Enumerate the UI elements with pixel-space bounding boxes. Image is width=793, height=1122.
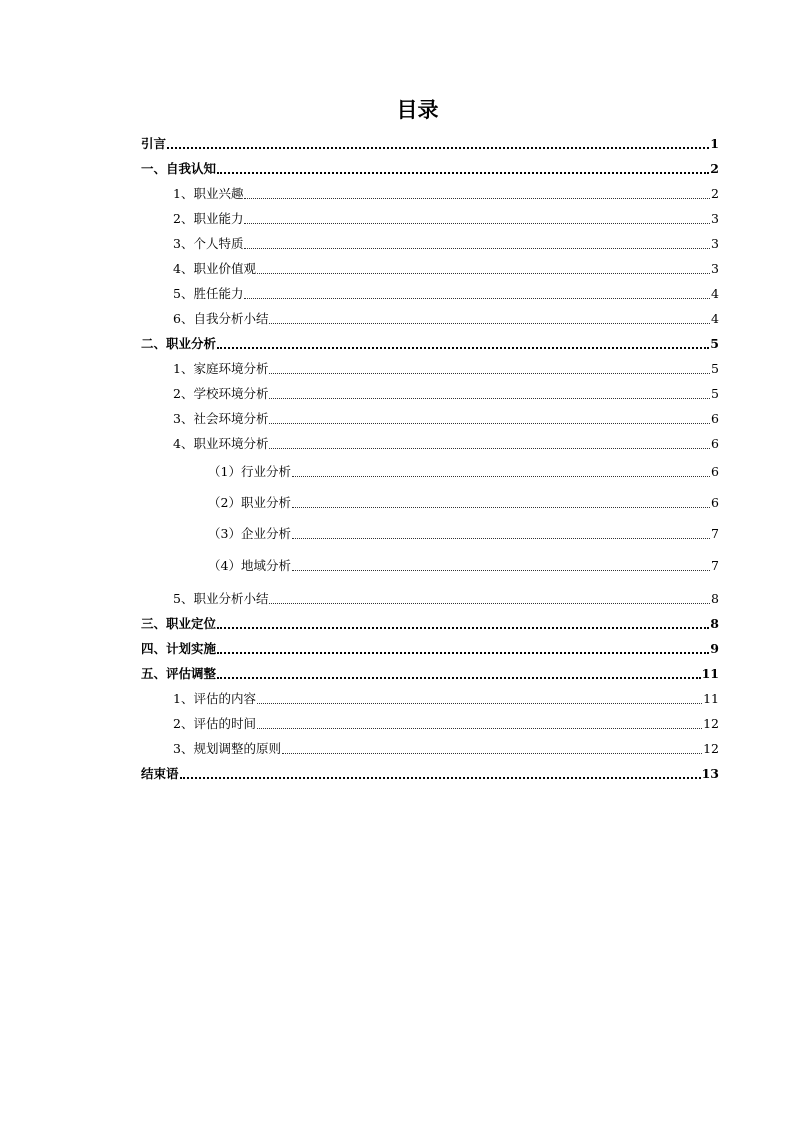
toc-entry[interactable]: [141, 662, 719, 682]
toc-entry-label: 2、学校环境分析: [173, 386, 269, 401]
toc-entry[interactable]: [141, 332, 719, 352]
dot-leader: [244, 298, 710, 299]
toc-entry-label: 四、计划实施: [141, 641, 217, 656]
toc-entry-label: 三、职业定位: [141, 616, 217, 631]
dot-leader: [217, 627, 709, 629]
toc-entry-page-number: 2: [710, 161, 719, 176]
toc-entry-label: 2、评估的时间: [173, 716, 256, 731]
toc-entry-label: （3）企业分析: [208, 526, 291, 541]
toc-entry-label: 一、自我认知: [141, 161, 217, 176]
dot-leader: [257, 728, 702, 729]
dot-leader: [269, 373, 710, 374]
toc-entry[interactable]: [173, 432, 719, 452]
toc-entry-label: 3、规划调整的原则: [173, 741, 281, 756]
toc-entry-label: 1、职业兴趣: [173, 186, 244, 201]
toc-entry-label: 二、职业分析: [141, 336, 217, 351]
toc-entry-page-number: 5: [711, 386, 719, 401]
toc-entry[interactable]: [141, 157, 719, 177]
toc-entry-label: （2）职业分析: [208, 495, 291, 510]
toc-entry-label: 5、职业分析小结: [173, 591, 269, 606]
dot-leader: [257, 703, 702, 704]
dot-leader: [269, 398, 710, 399]
toc-entry-page-number: 6: [711, 464, 719, 479]
toc-entry[interactable]: [173, 687, 719, 707]
toc-entry-label: 3、个人特质: [173, 236, 244, 251]
toc-entry[interactable]: [141, 637, 719, 657]
toc-entry[interactable]: [173, 182, 719, 202]
toc-title: 目录: [396, 98, 439, 122]
dot-leader: [244, 248, 710, 249]
toc-entry-page-number: 11: [701, 666, 719, 681]
toc-entry-page-number: 3: [711, 236, 719, 251]
toc-entry-page-number: 11: [703, 691, 719, 706]
toc-entry-page-number: 8: [710, 616, 719, 631]
toc-entry-page-number: 5: [711, 361, 719, 376]
toc-entry-page-number: 6: [711, 436, 719, 451]
toc-entry-page-number: 12: [703, 741, 719, 756]
dot-leader: [244, 198, 710, 199]
toc-entry-page-number: 1: [710, 136, 719, 151]
toc-entry-label: （4）地域分析: [208, 558, 291, 573]
toc-entry[interactable]: [173, 282, 719, 302]
toc-entry[interactable]: [208, 554, 719, 574]
toc-entry-page-number: 8: [711, 591, 719, 606]
toc-entry[interactable]: [173, 382, 719, 402]
dot-leader: [257, 273, 710, 274]
toc-entry-page-number: 7: [711, 526, 719, 541]
toc-entry[interactable]: [173, 407, 719, 427]
toc-entry[interactable]: [173, 357, 719, 377]
dot-leader: [269, 603, 710, 604]
toc-entry-page-number: 9: [710, 641, 719, 656]
toc-entry-page-number: 5: [710, 336, 719, 351]
dot-leader: [217, 347, 709, 349]
dot-leader: [244, 223, 710, 224]
dot-leader: [292, 476, 710, 477]
dot-leader: [292, 507, 710, 508]
toc-entry-label: 结束语: [141, 766, 179, 781]
toc-entry-label: 5、胜任能力: [173, 286, 244, 301]
toc-entry-label: 3、社会环境分析: [173, 411, 269, 426]
toc-entry-page-number: 3: [711, 211, 719, 226]
toc-entry-page-number: 4: [711, 311, 719, 326]
toc-entry-label: 引言: [141, 136, 167, 151]
toc-entry-page-number: 2: [711, 186, 719, 201]
toc-entry-label: 4、职业环境分析: [173, 436, 269, 451]
toc-entry[interactable]: [208, 460, 719, 480]
dot-leader: [217, 677, 701, 679]
dot-leader: [292, 570, 710, 571]
toc-entry[interactable]: [141, 132, 719, 152]
toc-entry-page-number: 6: [711, 495, 719, 510]
dot-leader: [269, 323, 710, 324]
toc-entry[interactable]: [173, 307, 719, 327]
dot-leader: [292, 538, 710, 539]
dot-leader: [180, 777, 701, 779]
toc-entry-page-number: 4: [711, 286, 719, 301]
toc-entry[interactable]: [173, 737, 719, 757]
toc-entry[interactable]: [141, 612, 719, 632]
toc-entry[interactable]: [141, 762, 719, 782]
toc-entry[interactable]: [208, 491, 719, 511]
dot-leader: [282, 753, 702, 754]
toc-entry-page-number: 7: [711, 558, 719, 573]
toc-entry[interactable]: [173, 207, 719, 227]
toc-entry[interactable]: [173, 712, 719, 732]
toc-entry[interactable]: [208, 522, 719, 542]
toc-entry-label: 2、职业能力: [173, 211, 244, 226]
toc-entry-page-number: 13: [701, 766, 719, 781]
toc-entry[interactable]: [173, 587, 719, 607]
toc-entry[interactable]: [173, 232, 719, 252]
dot-leader: [217, 652, 709, 654]
toc-entry-page-number: 12: [703, 716, 719, 731]
toc-entry-label: 五、评估调整: [141, 666, 217, 681]
toc-entry-page-number: 6: [711, 411, 719, 426]
toc-entry-label: 6、自我分析小结: [173, 311, 269, 326]
dot-leader: [269, 448, 710, 449]
toc-entry-label: 4、职业价值观: [173, 261, 256, 276]
toc-entry[interactable]: [173, 257, 719, 277]
dot-leader: [269, 423, 710, 424]
dot-leader: [217, 172, 709, 174]
toc-entry-page-number: 3: [711, 261, 719, 276]
toc-entry-label: （1）行业分析: [208, 464, 291, 479]
dot-leader: [167, 147, 709, 149]
toc-entry-label: 1、家庭环境分析: [173, 361, 269, 376]
toc-entry-label: 1、评估的内容: [173, 691, 256, 706]
